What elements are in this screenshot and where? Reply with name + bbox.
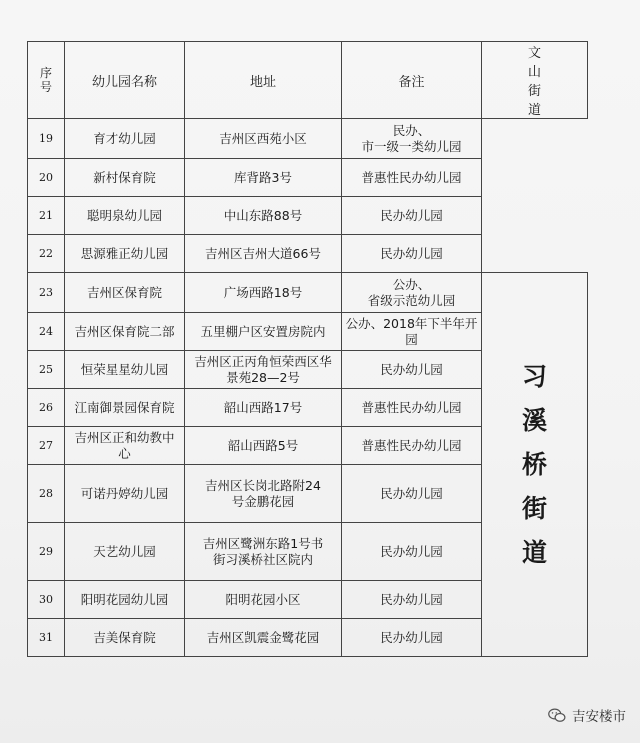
row-name	[65, 119, 185, 159]
table-row	[28, 197, 588, 235]
row-address-line: 景苑28—2号	[226, 369, 300, 385]
row-number-line: 25	[39, 362, 53, 376]
row-name	[65, 159, 185, 197]
row-address-line: 中山东路88号	[223, 207, 303, 223]
row-name	[65, 465, 185, 523]
row-name-line: 阳明花园幼儿园	[80, 591, 169, 607]
header-number-char-2: 号	[39, 80, 52, 94]
row-note	[342, 119, 482, 159]
header-number-char-1: 序	[39, 66, 52, 80]
row-note	[342, 465, 482, 523]
row-name	[65, 235, 185, 273]
row-name	[65, 351, 185, 389]
row-name	[65, 523, 185, 581]
row-address-line: 吉州区鹭洲东路1号书	[202, 535, 324, 551]
row-note-line: 民办幼儿园	[380, 591, 443, 607]
header-address: 地址	[185, 42, 342, 119]
row-address	[185, 465, 342, 523]
row-address	[185, 619, 342, 657]
row-address-line: 吉州区西苑小区	[219, 130, 307, 146]
row-number-line: 31	[39, 630, 53, 644]
row-number-line: 19	[39, 131, 53, 145]
row-address-line: 五里棚户区安置房院内	[200, 323, 326, 339]
row-name	[65, 389, 185, 427]
row-number	[28, 389, 65, 427]
street-char: 溪	[521, 405, 547, 435]
table-header-row	[28, 42, 588, 119]
street-label-xixiqiao	[482, 273, 588, 657]
row-note-line: 民办幼儿园	[380, 543, 443, 559]
row-number-line: 28	[39, 486, 53, 500]
row-number	[28, 313, 65, 351]
row-note	[342, 351, 482, 389]
street-char: 街	[527, 84, 541, 99]
row-name-line: 吉州区保育院二部	[74, 323, 175, 339]
street-char: 街	[521, 493, 547, 523]
row-number-line: 26	[39, 400, 53, 414]
row-address	[185, 313, 342, 351]
row-note	[342, 389, 482, 427]
row-address	[185, 159, 342, 197]
row-note	[342, 313, 482, 351]
row-number-line: 21	[39, 208, 53, 222]
row-name-line: 恒荣星星幼儿园	[80, 361, 169, 377]
row-note-line: 民办幼儿园	[380, 207, 443, 223]
row-number-line: 24	[39, 324, 53, 338]
table-row	[28, 159, 588, 197]
row-name	[65, 581, 185, 619]
row-number	[28, 197, 65, 235]
row-address-line: 吉州区长岗北路附24	[205, 477, 321, 493]
row-address-line: 阳明花园小区	[225, 591, 301, 607]
row-address-line: 韶山西路5号	[227, 437, 299, 453]
row-address	[185, 389, 342, 427]
row-note-line: 民办幼儿园	[380, 361, 443, 377]
row-name	[65, 197, 185, 235]
header-number	[28, 42, 65, 119]
row-number-line: 30	[39, 592, 53, 606]
row-note-line: 园	[405, 331, 418, 347]
header-name: 幼儿园名称	[65, 42, 185, 119]
row-number-line: 27	[39, 438, 53, 452]
row-address-line: 广场西路18号	[223, 284, 303, 300]
wechat-icon	[548, 708, 566, 723]
row-name-line: 吉州区保育院	[86, 284, 162, 300]
row-note	[342, 523, 482, 581]
row-name	[65, 427, 185, 465]
street-label-wenshan	[482, 42, 588, 119]
street-char: 桥	[521, 449, 547, 479]
row-address-line: 吉州区正丙角恒荣西区华	[194, 353, 332, 369]
row-address-line: 韶山西路17号	[223, 399, 303, 415]
table-row	[28, 119, 588, 159]
row-number-line: 29	[39, 544, 53, 558]
row-note-line: 市一级一类幼儿园	[361, 138, 462, 154]
row-number	[28, 427, 65, 465]
row-address-line: 吉州区吉州大道66号	[205, 245, 321, 261]
row-name-line: 新村保育院	[93, 169, 156, 185]
street-char: 文	[527, 46, 541, 61]
watermark-text: 吉安楼市	[572, 709, 626, 725]
table-row	[28, 273, 588, 313]
row-note	[342, 427, 482, 465]
row-address-line: 号金鹏花园	[231, 493, 295, 509]
row-address	[185, 197, 342, 235]
row-number	[28, 119, 65, 159]
watermark	[548, 705, 626, 725]
row-note	[342, 197, 482, 235]
row-note	[342, 273, 482, 313]
row-number-line: 22	[39, 246, 53, 260]
row-note-line: 公办、2018年下半年开	[345, 315, 478, 331]
row-note-line: 普惠性民办幼儿园	[361, 399, 462, 415]
row-number	[28, 619, 65, 657]
row-name-line: 吉美保育院	[93, 629, 156, 645]
row-name-line: 思源雅正幼儿园	[80, 245, 169, 261]
row-name-line: 江南御景园保育院	[74, 399, 175, 415]
row-number	[28, 351, 65, 389]
row-name-line: 吉州区正和幼教中	[74, 429, 175, 445]
row-note-line: 普惠性民办幼儿园	[361, 169, 462, 185]
row-note	[342, 581, 482, 619]
row-note	[342, 159, 482, 197]
header-note: 备注	[342, 42, 482, 119]
row-name	[65, 619, 185, 657]
street-char: 习	[521, 361, 547, 391]
row-number	[28, 273, 65, 313]
street-char: 道	[527, 103, 541, 118]
row-name-line: 育才幼儿园	[93, 130, 156, 146]
row-note-line: 民办、	[392, 122, 431, 138]
kindergarten-table	[27, 41, 588, 657]
row-address	[185, 351, 342, 389]
row-address-line: 吉州区凯震金鹭花园	[206, 629, 320, 645]
row-note-line: 民办幼儿园	[380, 629, 443, 645]
row-note-line: 省级示范幼儿园	[367, 292, 456, 308]
row-name-line: 聪明泉幼儿园	[86, 207, 162, 223]
row-address	[185, 119, 342, 159]
row-address	[185, 581, 342, 619]
row-name-line: 心	[118, 445, 131, 461]
street-char: 山	[527, 65, 541, 80]
row-number-line: 20	[39, 170, 53, 184]
row-note-line: 普惠性民办幼儿园	[361, 437, 462, 453]
row-address	[185, 523, 342, 581]
table-row	[28, 235, 588, 273]
row-name-line: 可诺丹婷幼儿园	[80, 485, 169, 501]
row-note-line: 公办、	[392, 276, 431, 292]
row-note	[342, 235, 482, 273]
row-address-line: 库背路3号	[234, 169, 292, 185]
row-name-line: 天艺幼儿园	[93, 543, 156, 559]
row-number	[28, 159, 65, 197]
row-name	[65, 313, 185, 351]
row-address-line: 街习溪桥社区院内	[212, 551, 313, 567]
row-number	[28, 523, 65, 581]
row-note-line: 民办幼儿园	[380, 245, 443, 261]
row-address	[185, 427, 342, 465]
row-number	[28, 235, 65, 273]
row-number-line: 23	[39, 285, 53, 299]
row-name	[65, 273, 185, 313]
row-number	[28, 465, 65, 523]
row-number	[28, 581, 65, 619]
row-address	[185, 273, 342, 313]
row-note	[342, 619, 482, 657]
row-address	[185, 235, 342, 273]
street-char: 道	[521, 537, 547, 567]
row-note-line: 民办幼儿园	[380, 485, 443, 501]
